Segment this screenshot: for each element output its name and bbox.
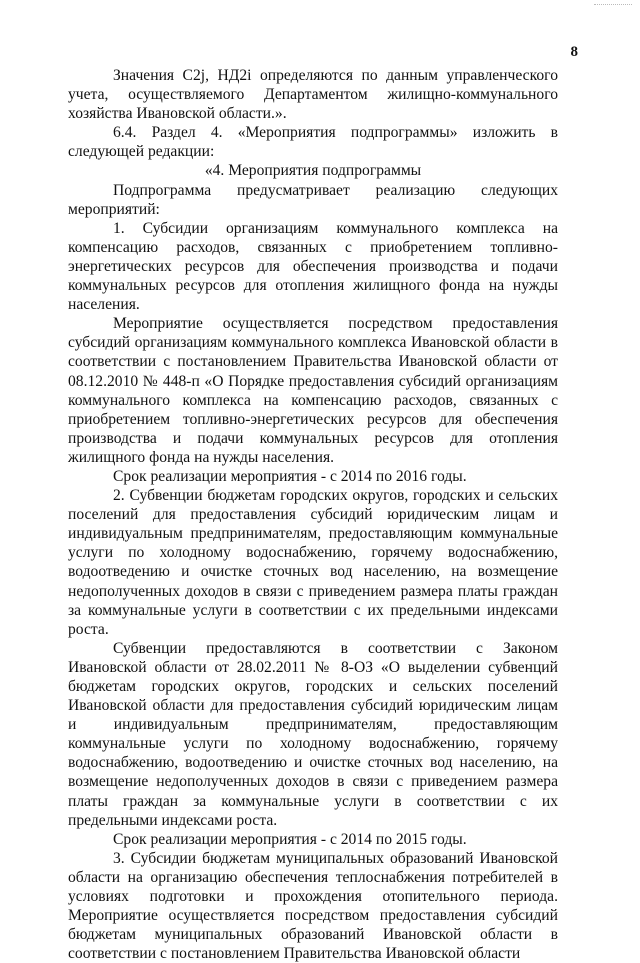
paragraph-subprogram-intro: Подпрограмма предусматривает реализацию следующих мероприятий: [68,181,558,218]
paragraph-indicator-note: Значения C2j, НД2i определяются по данным управленческого учета, осуществляемого Департаментом жилищно-коммунального хозяйства Ивановской области.». [68,67,558,123]
paragraph-measure-3: 3. Субсидии бюджетам муниципальных образований Ивановской области на организацию обеспечения теплоснабжения потребителей в условиях подготовки и прохождения отопительного периода. Мероприятие осуществляется посредством предоставления субсидий бюджетам муниципальных образований Ивановской области в соответствии с постановлением Правительства Ивановской области [68,849,558,963]
paragraph-section-amendment: 6.4. Раздел 4. «Мероприятия подпрограммы» изложить в следующей редакции: [68,124,558,161]
paragraph-measure-2-term: Срок реализации мероприятия - с 2014 по 2015 годы. [113,830,467,848]
paragraph-measure-1-term: Срок реализации мероприятия - с 2014 по 2016 годы. [113,467,467,485]
document-body [68,66,558,963]
paragraph-measure-2-basis: Субвенции предоставляются в соответствии с Законом Ивановской области от 28.02.2011 № 8-ОЗ «О выделении субвенций бюджетам городских округов, городских и сельских поселений Ивановской области для предоставления субсидий юридическим лицам и индивидуальным предпринимателям, предоставляющим коммунальные услуги по холодному водоснабжению, горячему водоснабжению, водоотведению и очистке сточных вод населению, на возмещение недополученных доходов в связи с приведением размера платы граждан за коммунальные услуги в соответствии с их предельными индексами роста. [68,639,558,829]
section-heading: «4. Мероприятия подпрограммы [204,162,422,180]
paragraph-measure-1-basis: Мероприятие осуществляется посредством предоставления субсидий организациям коммунального комплекса Ивановской области в соответствии с постановлением Правительства Ивановской области от 08.12.2010 № 448-п «О Порядке предоставления субсидий организациям коммунального комплекса на компенсацию расходов, связанных с приобретением топливно-энергетических ресурсов для обеспечения производства и подачи коммунальных ресурсов для отопления жилищного фонда на нужды населения. [68,315,558,466]
paragraph-measure-2: 2. Субвенции бюджетам городских округов, городских и сельских поселений для предоставления субсидий юридическим лицам и индивидуальным предпринимателям, предоставляющим коммунальные услуги по холодному водоснабжению, горячему водоснабжению, водоотведению и очистке сточных вод населению, на возмещение недополученных доходов в связи с приведением размера платы граждан за коммунальные услуги в соответствии с их предельными индексами роста. [68,487,558,638]
scan-corner-mark [594,4,632,8]
page-number: 8 [570,44,578,60]
paragraph-measure-1: 1. Субсидии организациям коммунального комплекса на компенсацию расходов, связанных с приобретением топливно-энергетических ресурсов для обеспечения производства и подачи коммунальных ресурсов для отопления жилищного фонда на нужды населения. [68,219,558,314]
